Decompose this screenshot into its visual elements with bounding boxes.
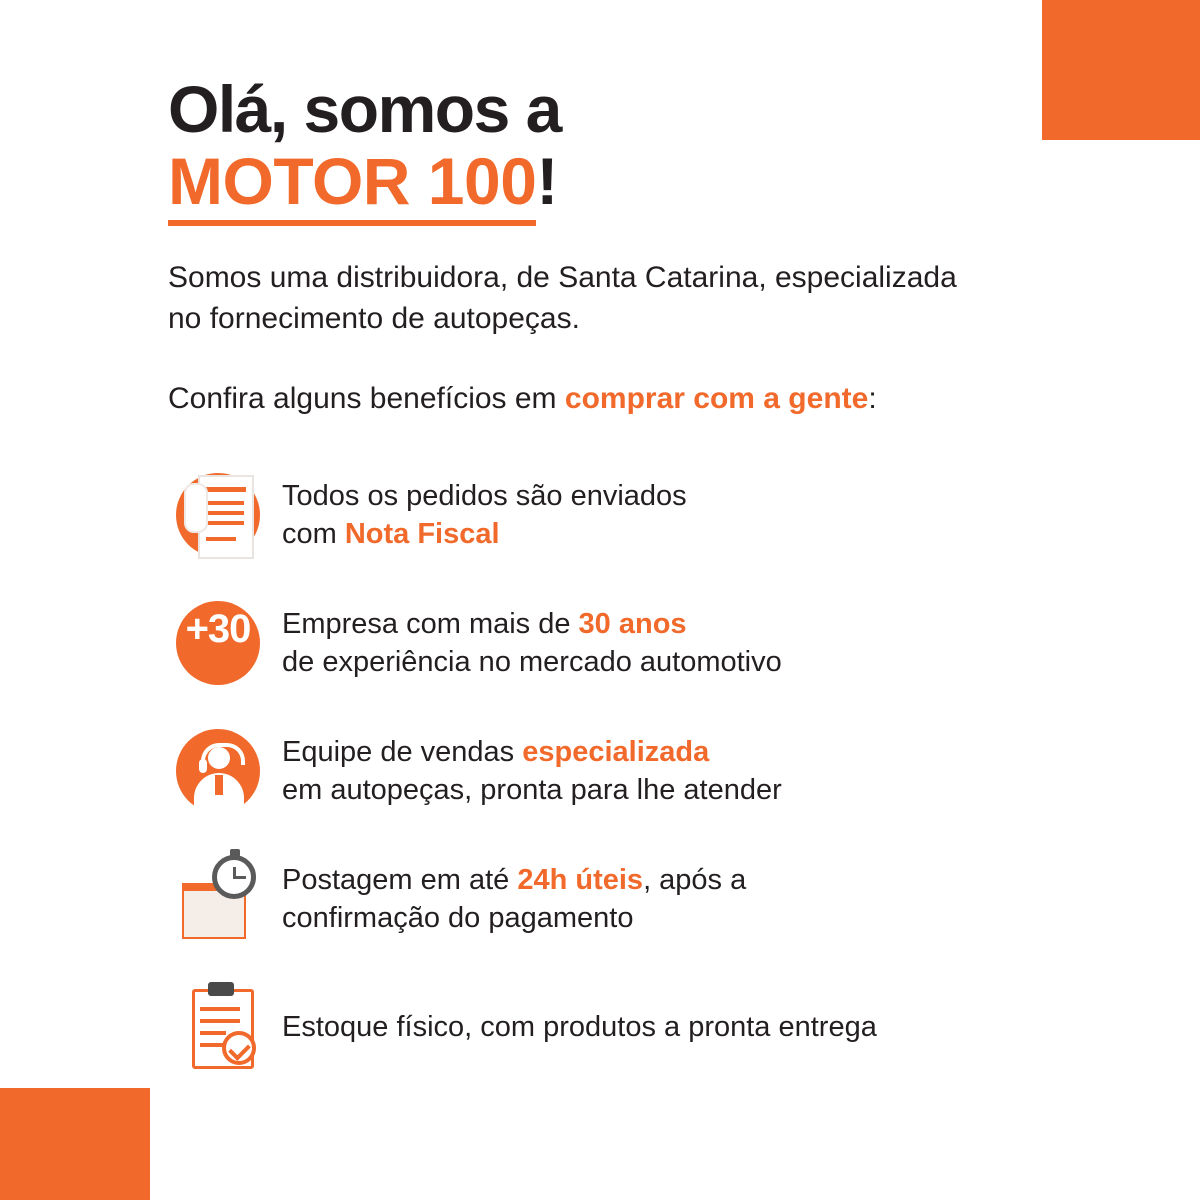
benefits-list bbox=[168, 460, 1068, 1082]
benefits-lead-accent: comprar com a gente bbox=[564, 382, 869, 416]
brand-exclamation: ! bbox=[536, 144, 558, 219]
clipboard-line bbox=[200, 1031, 226, 1035]
agent-tie bbox=[215, 775, 223, 795]
receipt-header-line bbox=[206, 487, 246, 492]
list-item bbox=[168, 460, 1068, 570]
benefit-line-1-after: , após a bbox=[643, 863, 747, 896]
benefits-lead-after: : bbox=[868, 382, 877, 416]
benefit-line-1: Todos os pedidos são enviados bbox=[282, 479, 687, 512]
page-title-brand bbox=[168, 144, 1068, 219]
clipboard-clip bbox=[208, 982, 234, 996]
plus-thirty-icon bbox=[168, 593, 268, 693]
benefit-line-2-before: com bbox=[282, 518, 345, 551]
benefit-line-1-accent: 30 anos bbox=[578, 607, 687, 640]
main-content bbox=[168, 72, 1068, 1100]
benefit-line-1-before: Equipe de vendas bbox=[282, 735, 523, 768]
intro-paragraph: Somos uma distribuidora, de Santa Catarina, especializada no fornecimento de autopeças. bbox=[168, 260, 957, 335]
support-agent-icon bbox=[168, 721, 268, 821]
receipt-total-line bbox=[206, 537, 236, 541]
benefit-line-2: em autopeças, pronta para lhe atender bbox=[282, 774, 782, 807]
benefit-text bbox=[282, 861, 746, 939]
list-item bbox=[168, 972, 1068, 1082]
benefits-lead-before: Confira alguns benefícios em bbox=[168, 382, 565, 416]
benefit-line-1-before: Empresa com mais de bbox=[282, 607, 579, 640]
benefit-line-1-before: Postagem em até bbox=[282, 863, 518, 896]
benefit-line-2: confirmação do pagamento bbox=[282, 902, 634, 935]
benefit-text bbox=[282, 733, 782, 811]
clipboard-line bbox=[200, 1019, 240, 1023]
benefit-text bbox=[282, 477, 687, 555]
receipt-line bbox=[206, 501, 244, 505]
benefit-line-1-accent: especializada bbox=[522, 735, 710, 768]
clipboard-check-icon bbox=[168, 977, 268, 1077]
package-stopwatch-icon bbox=[168, 849, 268, 949]
benefit-line-2-accent: Nota Fiscal bbox=[344, 518, 500, 551]
benefit-line-1-accent: 24h úteis bbox=[517, 863, 644, 896]
receipt-line bbox=[206, 511, 244, 515]
stopwatch-hand-hour bbox=[233, 876, 246, 879]
plus-thirty-label: +30 bbox=[185, 607, 251, 652]
benefits-lead bbox=[168, 379, 1068, 418]
receipt-icon bbox=[168, 465, 268, 565]
benefit-text bbox=[282, 1008, 877, 1047]
bottom-left-orange-square bbox=[0, 1088, 150, 1200]
receipt-line bbox=[206, 521, 244, 525]
benefit-line-1: Estoque físico, com produtos a pronta entrega bbox=[282, 1010, 877, 1043]
benefit-line-2: de experiência no mercado automotivo bbox=[282, 646, 782, 679]
receipt-clip bbox=[184, 483, 208, 533]
page-title-line1: Olá, somos a bbox=[168, 72, 561, 146]
list-item bbox=[168, 844, 1068, 954]
list-item bbox=[168, 588, 1068, 698]
benefit-text bbox=[282, 605, 782, 683]
brand-name: MOTOR 100 bbox=[168, 144, 536, 226]
clipboard-line bbox=[200, 1007, 240, 1011]
list-item bbox=[168, 716, 1068, 826]
headset-mic bbox=[199, 759, 207, 773]
